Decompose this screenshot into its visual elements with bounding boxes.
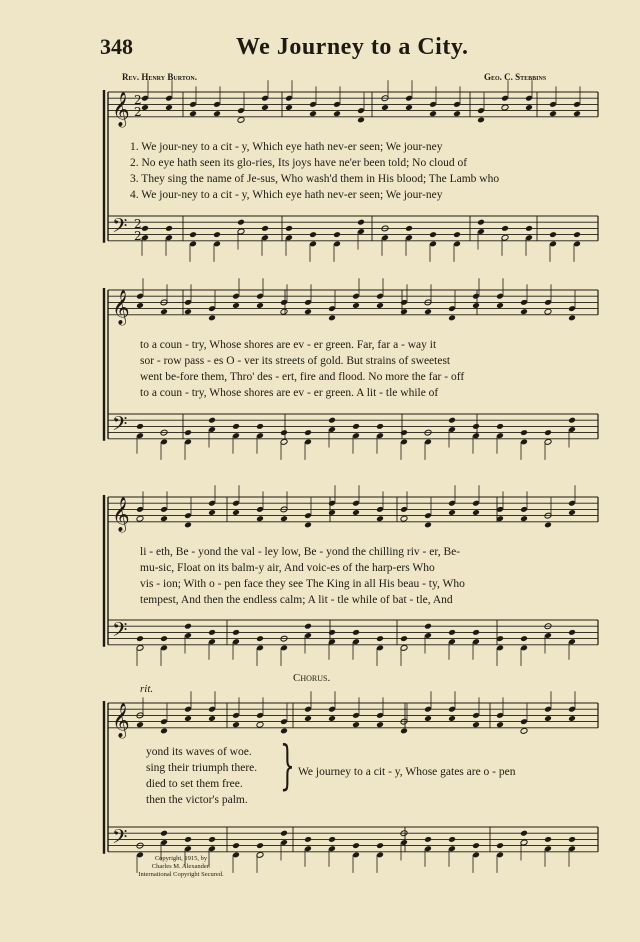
copyright-line-2: Charles M. Alexander. bbox=[151, 863, 211, 870]
lyric-verse-1-line-3: li - eth, Be - yond the val - ley low, Be - yond the chilling riv - er, Be- bbox=[140, 546, 461, 558]
lyric-verse-2-line-2: sor - row pass - es O - ver its streets of gold. But strains of sweetest bbox=[140, 355, 451, 367]
svg-text:2: 2 bbox=[134, 93, 142, 107]
lyric-verse-4-line-2: to a coun - try, Whose shores are ev - er green. A lit - tle while of bbox=[140, 387, 439, 399]
lyric-verse-1-line-1: 1. We jour-ney to a cit - y, Which eye hath nev-er seen; We jour-ney bbox=[130, 141, 443, 153]
copyright-notice bbox=[122, 855, 240, 879]
verse-brace: } bbox=[280, 736, 295, 796]
svg-text:𝄞: 𝄞 bbox=[112, 703, 130, 738]
lyric-verse-3-line-2: went be-fore them, Thro' des - ert, fire and flood. No more the far - off bbox=[140, 371, 465, 383]
svg-text:𝄞: 𝄞 bbox=[112, 92, 130, 127]
lyric-verse-2-line-3: mu-sic, Float on its balm-y air, And voic-es of the harp-ers Who bbox=[140, 562, 435, 574]
chorus-label: Chorus. bbox=[293, 672, 331, 684]
chorus-lyric-line: We journey to a cit - y, Whose gates are o - pen bbox=[298, 766, 516, 778]
svg-text:𝄢: 𝄢 bbox=[112, 618, 128, 646]
lyric-verse-4-line-4: then the victor's palm. bbox=[146, 794, 248, 806]
svg-text:𝄞: 𝄞 bbox=[112, 497, 130, 532]
lyric-verse-3-line-1: 3. They sing the name of Je-sus, Who wash'd them in His blood; The Lamb who bbox=[130, 173, 500, 185]
lyric-verse-3-line-4: died to set them free. bbox=[146, 778, 243, 790]
lyric-verse-4-line-3: tempest, And then the endless calm; A lit - tle while of bat - tle, And bbox=[140, 594, 453, 606]
lyric-verse-3-line-3: vis - ion; With o - pen face they see The King in all His beau - ty, Who bbox=[140, 578, 465, 590]
copyright-line-1: Copyright, 1915, by bbox=[154, 855, 208, 862]
svg-text:𝄢: 𝄢 bbox=[112, 214, 128, 242]
svg-text:𝄢: 𝄢 bbox=[112, 825, 128, 853]
svg-text:2: 2 bbox=[134, 229, 142, 243]
lyric-verse-1-line-4: yond its waves of woe. bbox=[146, 746, 252, 758]
svg-text:𝄢: 𝄢 bbox=[112, 412, 128, 440]
composer-credit: Geo. C. Stebbins bbox=[484, 72, 547, 82]
svg-text:2: 2 bbox=[134, 217, 142, 231]
author-credit: Rev. Henry Burton. bbox=[122, 72, 197, 82]
lyric-verse-2-line-1: 2. No eye hath seen its glo-ries, Its joys have ne'er been told; No cloud of bbox=[130, 157, 468, 169]
copyright-line-3: International Copyright Secured. bbox=[138, 871, 224, 878]
lyric-verse-4-line-1: 4. We jour-ney to a cit - y, Which eye hath nev-er seen; We jour-ney bbox=[130, 189, 443, 201]
lyric-verse-2-line-4: sing their triumph there. bbox=[146, 762, 258, 774]
lyric-verse-1-line-2: to a coun - try, Whose shores are ev - er green. Far, far a - way it bbox=[140, 339, 437, 351]
page-number: 348 bbox=[100, 34, 133, 59]
svg-text:2: 2 bbox=[134, 105, 142, 119]
hymn-title: We Journey to a City. bbox=[236, 34, 469, 60]
tempo-mark-rit: rit. bbox=[140, 683, 154, 695]
svg-text:𝄞: 𝄞 bbox=[112, 290, 130, 325]
